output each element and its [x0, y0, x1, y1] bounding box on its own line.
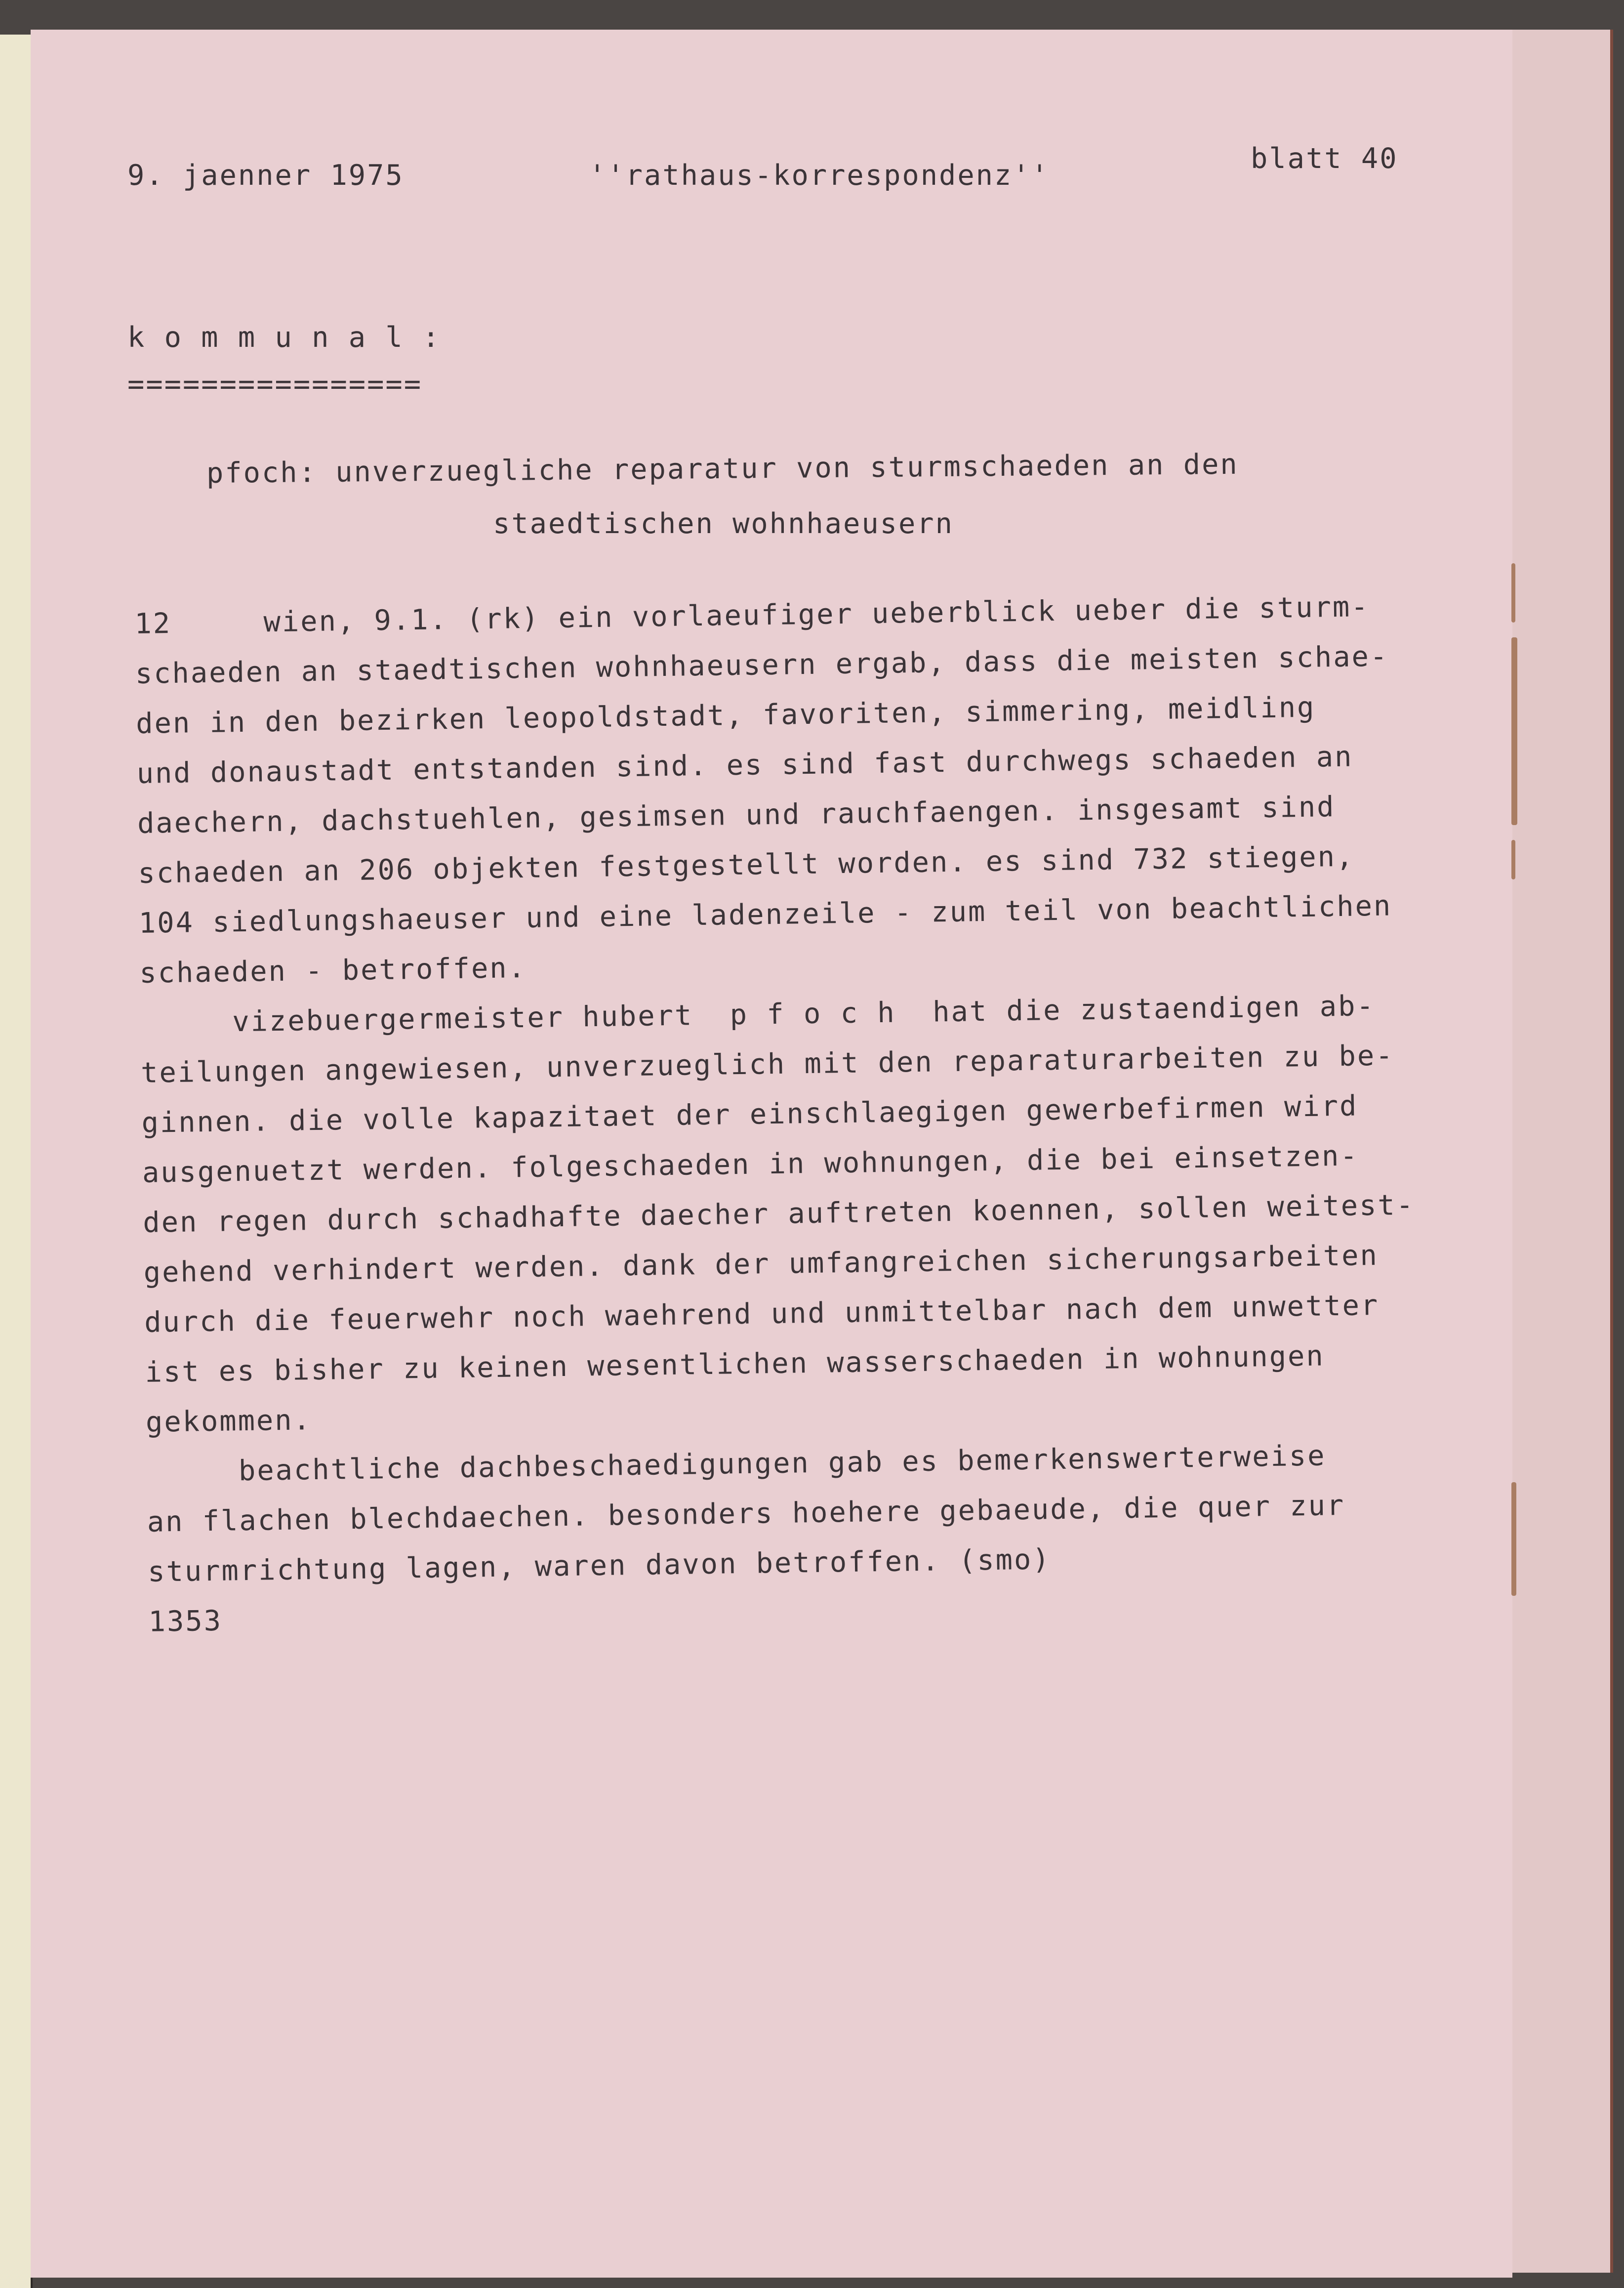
body-line: beachtliche dachbeschaedigungen gab es bemerkenswerterweise	[146, 1439, 1326, 1489]
body-line: daechern, dachstuehlen, gesimsen und rauchfaengen. insgesamt sind	[137, 790, 1336, 840]
body-line: ausgenuetzt werden. folgeschaeden in wohnungen, die bei einsetzen-	[142, 1139, 1359, 1189]
body-line: schaeden - betroffen.	[139, 951, 527, 990]
header-publication: ''rathaus-korrespondenz''	[589, 159, 1050, 192]
binder-edge	[0, 35, 33, 2288]
edge-stain	[1511, 840, 1515, 879]
article-body	[134, 588, 1562, 1695]
body-line: ginnen. die volle kapazitaet der einschlaegigen gewerbefirmen wird	[141, 1089, 1358, 1139]
section-title: k o m m u n a l :	[127, 321, 441, 354]
typewritten-page	[31, 30, 1512, 2278]
body-line: gekommen.	[145, 1404, 312, 1439]
section-underline: ================	[127, 368, 423, 401]
body-line: an flachen blechdaechen. besonders hoehere gebaeude, die quer zur	[147, 1489, 1345, 1539]
body-line: vizebuergermeister hubert p f o c h hat die zustaendigen ab-	[140, 990, 1376, 1040]
headline-line-2: staedtischen wohnhaeusern	[493, 507, 954, 540]
body-line: 1353	[148, 1604, 223, 1638]
edge-stain	[1511, 1482, 1516, 1596]
body-line: gehend verhindert werden. dank der umfangreichen sicherungsarbeiten	[143, 1239, 1379, 1289]
body-line: durch die feuerwehr noch waehrend und unmittelbar nach dem unwetter	[144, 1289, 1380, 1339]
body-line: schaeden an staedtischen wohnhaeusern ergab, dass die meisten schae-	[135, 640, 1389, 690]
body-line: 104 siedlungshaeuser und eine ladenzeile - zum teil von beachtlichen	[138, 889, 1392, 940]
edge-stain	[1511, 563, 1515, 623]
body-line: 12 wien, 9.1. (rk) ein vorlaeufiger ueberblick ueber die sturm-	[134, 590, 1370, 640]
body-line: den in den bezirken leopoldstadt, favoriten, simmering, meidling	[135, 691, 1316, 740]
body-line: schaeden an 206 objekten festgestellt worden. es sind 732 stiegen,	[138, 840, 1355, 890]
body-line: ist es bisher zu keinen wesentlichen wasserschaeden in wohnungen	[145, 1339, 1325, 1389]
headline-line-1: pfoch: unverzuegliche reparatur von sturmschaeden an den	[206, 448, 1239, 490]
body-line: den regen durch schadhafte daecher auftreten koennen, sollen weitest-	[142, 1188, 1415, 1239]
header-sheet-number: blatt 40	[1251, 142, 1398, 175]
body-line: und donaustadt entstanden sind. es sind fast durchwegs schaeden an	[136, 740, 1353, 790]
body-line: teilungen angewiesen, unverzueglich mit den reparaturarbeiten zu be-	[140, 1039, 1394, 1089]
body-line: sturmrichtung lagen, waren davon betroffen. (smo)	[147, 1543, 1052, 1588]
edge-stain	[1511, 637, 1517, 825]
header-date: 9. jaenner 1975	[127, 159, 404, 192]
